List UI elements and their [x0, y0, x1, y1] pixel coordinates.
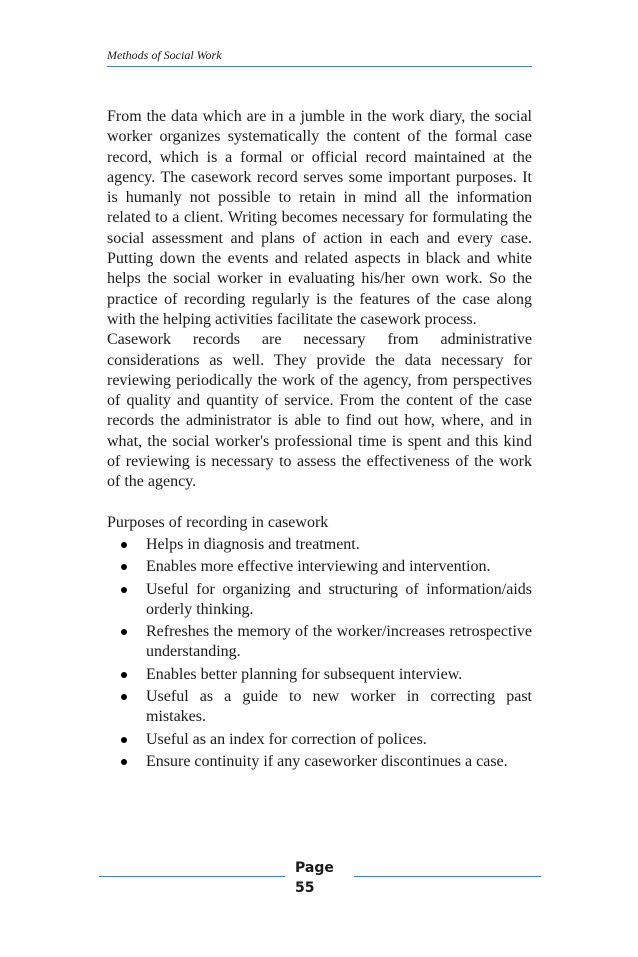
list-item — [107, 622, 532, 663]
bullet-icon — [121, 629, 127, 635]
bullet-icon — [121, 564, 127, 570]
running-header: Methods of Social Work — [107, 48, 532, 67]
list-item — [107, 687, 532, 728]
page-label: Page — [295, 860, 334, 876]
list-item-text: Useful as an index for correction of polices. — [146, 730, 427, 748]
page-number — [295, 858, 345, 898]
paragraph-administrative: Casework records are necessary from administrative considerations as well. They provide the data necessary for reviewing periodically the work of the agency, from perspectives of quality and quantity of service. From the content of the case records the administrator is able to find out how, where, and in what, the social worker's professional time is spent and this kind of reviewing is necessary to assess the effectiveness of the work of the agency. — [107, 331, 532, 491]
purposes-heading: Purposes of recording in casework — [107, 513, 329, 531]
footer-rule-left — [99, 876, 285, 877]
bullet-icon — [121, 694, 127, 700]
list-item-text: Ensure continuity if any caseworker discontinues a case. — [146, 752, 508, 770]
list-item — [107, 730, 532, 750]
page-number-value: 55 — [295, 880, 315, 896]
list-item — [107, 752, 532, 772]
list-item-text: Refreshes the memory of the worker/increases retrospective understanding. — [146, 623, 532, 661]
purposes-list — [107, 535, 532, 772]
list-item-text: Useful as a guide to new worker in correcting past mistakes. — [146, 688, 532, 726]
list-item — [107, 665, 532, 685]
bullet-icon — [121, 759, 127, 765]
footer-rule-right — [354, 876, 541, 877]
bullet-icon — [121, 672, 127, 678]
paragraph-recording: From the data which are in a jumble in the work diary, the social worker organizes systematically the content of the formal case record, which is a formal or official record maintained at the agency. The casework record serves some important purposes. It is humanly not possible to retain in mind all the information related to a client. Writing becomes necessary for formulating the social assessment and plans of action in each and every case. Putting down the events and related aspects in black and white helps the social worker in evaluating his/her own work. So the practice of recording regularly is the features of the case along with the helping activities facilitate the casework process. — [107, 108, 532, 328]
list-item — [107, 557, 532, 577]
bullet-icon — [121, 542, 127, 548]
list-item-text: Enables more effective interviewing and intervention. — [146, 558, 491, 576]
list-item — [107, 535, 532, 555]
list-item-text: Useful for organizing and structuring of information/aids orderly thinking. — [146, 580, 532, 618]
page-body — [107, 107, 532, 772]
list-item — [107, 580, 532, 621]
list-item-text: Enables better planning for subsequent interview. — [146, 665, 463, 683]
bullet-icon — [121, 737, 127, 743]
bullet-icon — [121, 587, 127, 593]
list-item-text: Helps in diagnosis and treatment. — [146, 535, 360, 553]
